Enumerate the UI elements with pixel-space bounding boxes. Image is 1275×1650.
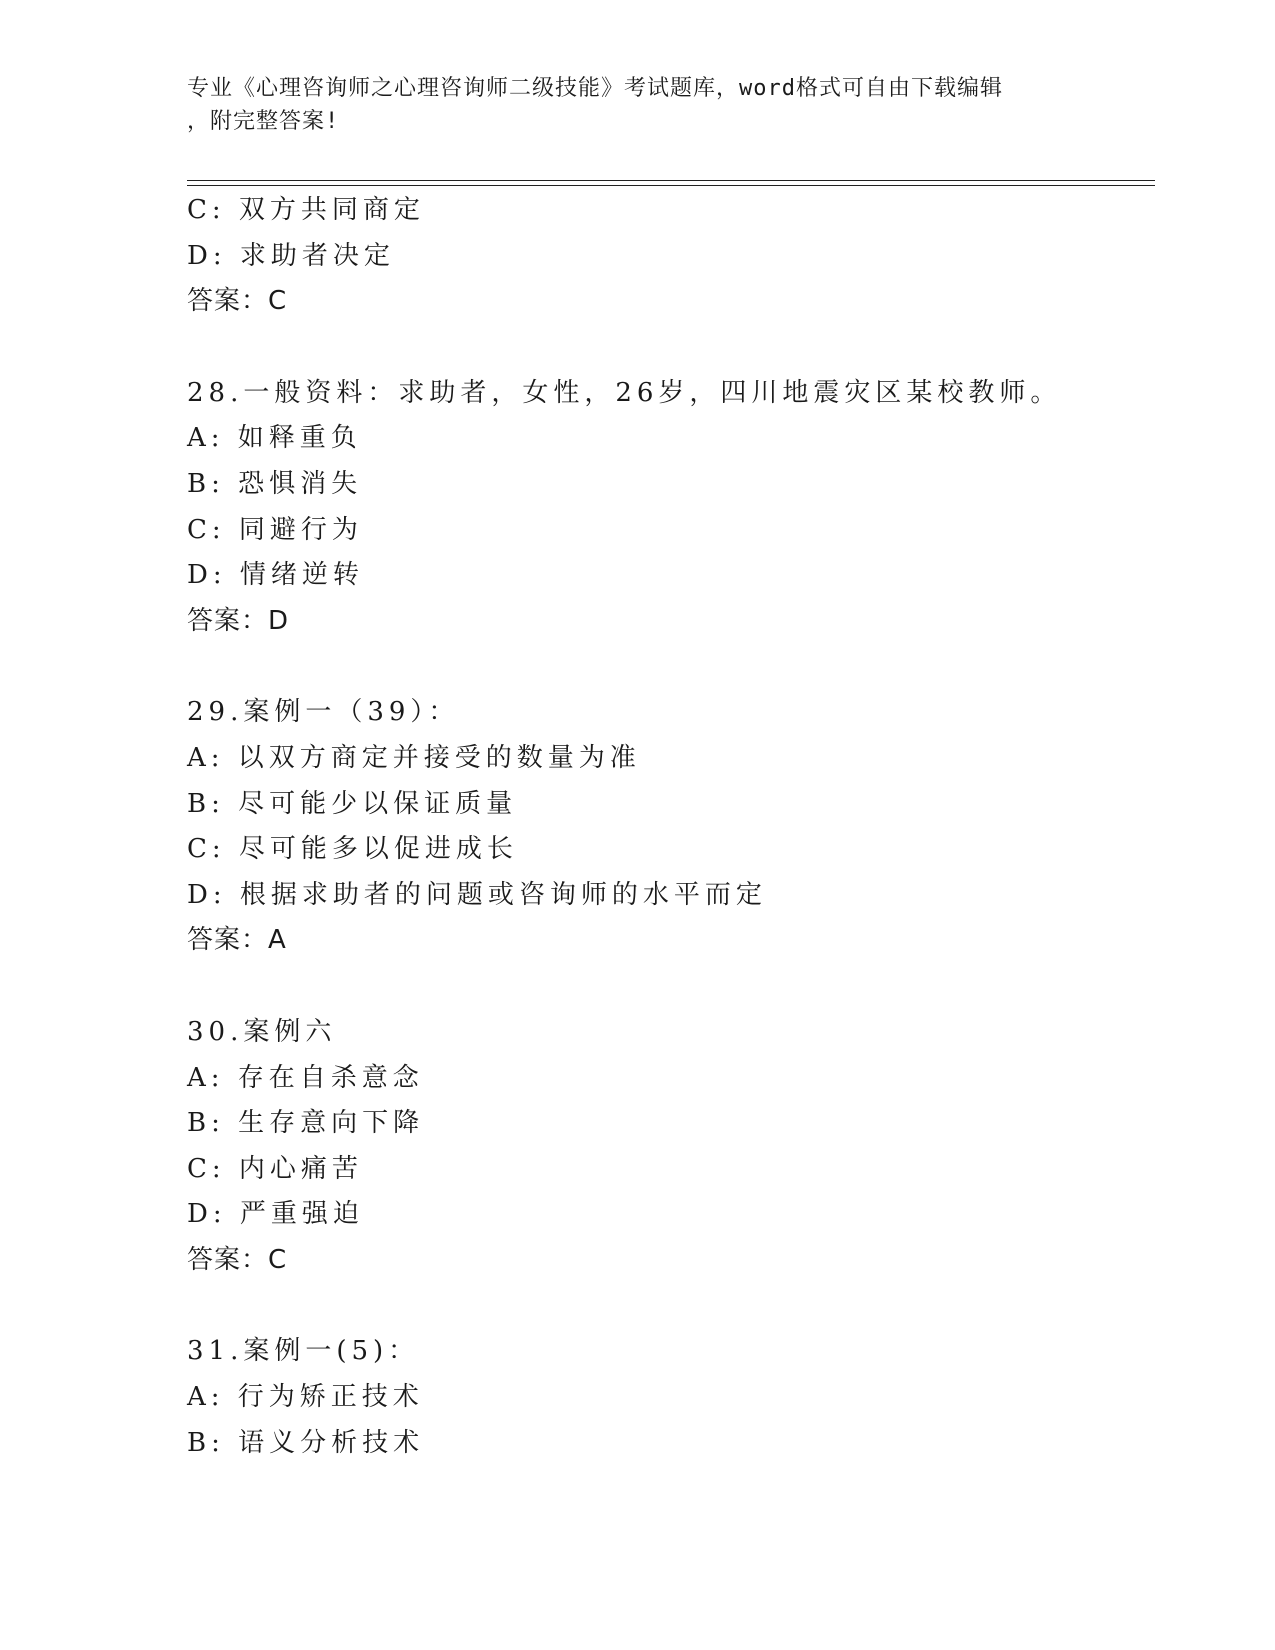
question-28 [187, 371, 1155, 645]
header-rule-top [187, 180, 1155, 181]
answer: 答案：C [187, 286, 288, 317]
answer: 答案：A [187, 925, 287, 956]
header-line-2: ，附完整答案! [187, 109, 340, 134]
question-31 [187, 1329, 1155, 1466]
header-line-1: 专业《心理咨询师之心理咨询师二级技能》考试题库，word格式可自由下载编辑 [187, 76, 1003, 101]
option-c: C: 内心痛苦 [187, 1153, 363, 1184]
answer: 答案：C [187, 1244, 288, 1275]
option-a: A: 行为矫正技术 [187, 1382, 424, 1413]
option-a: A: 存在自杀意念 [187, 1062, 424, 1093]
document-header [187, 72, 1087, 138]
option-d: D: 求助者决定 [187, 240, 395, 271]
prev-question-tail [187, 188, 1155, 325]
option-c: C: 尽可能多以促进成长 [187, 834, 518, 865]
option-b: B: 恐惧消失 [187, 468, 363, 499]
answer: 答案：D [187, 605, 290, 636]
option-a: A: 以双方商定并接受的数量为准 [187, 742, 641, 773]
question-stem: 28.一般资料：求助者，女性，26岁，四川地震灾区某校教师。 [187, 377, 1062, 408]
option-d: D: 根据求助者的问题或咨询师的水平而定 [187, 879, 767, 910]
question-30 [187, 1010, 1155, 1284]
option-a: A: 如释重负 [187, 423, 362, 454]
header-rule-bottom [187, 185, 1155, 186]
option-b: B: 语义分析技术 [187, 1427, 425, 1458]
option-b: B: 生存意向下降 [187, 1108, 425, 1139]
question-list [187, 188, 1155, 1466]
question-29 [187, 690, 1155, 964]
question-stem: 31.案例一(5)： [187, 1336, 420, 1367]
option-c: C: 双方共同商定 [187, 195, 425, 225]
option-b: B: 尽可能少以保证质量 [187, 788, 518, 819]
option-d: D: 情绪逆转 [187, 560, 364, 591]
option-c: C: 同避行为 [187, 514, 363, 545]
question-stem: 30.案例六 [187, 1016, 337, 1047]
option-d: D: 严重强迫 [187, 1199, 364, 1230]
question-stem: 29.案例一（39）： [187, 697, 460, 728]
